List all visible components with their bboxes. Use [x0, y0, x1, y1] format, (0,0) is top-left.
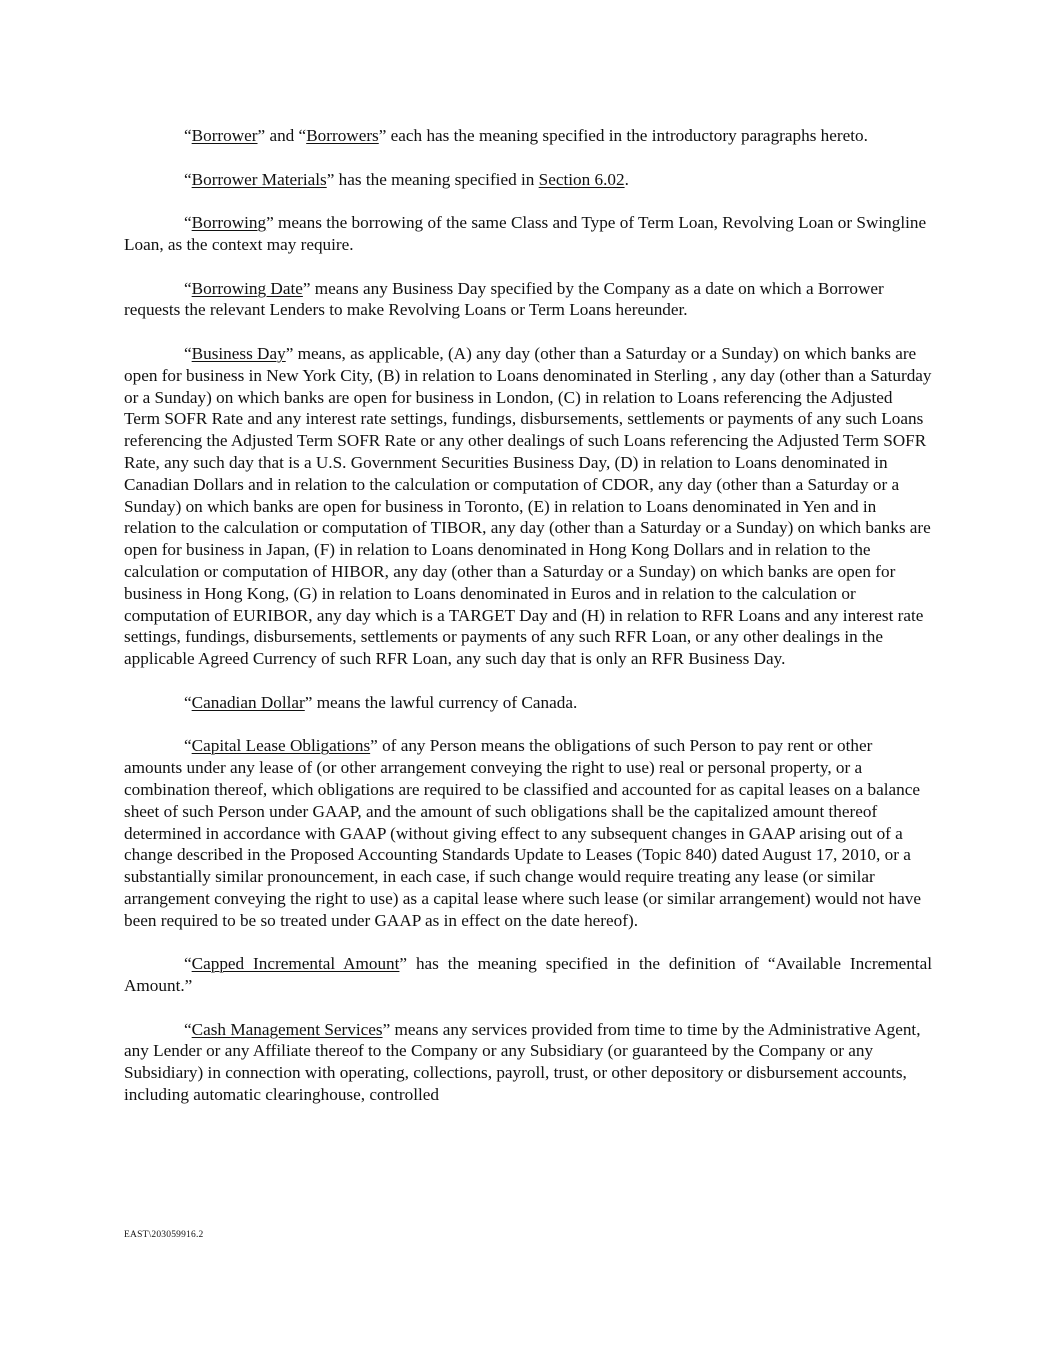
definition-capped-incremental-amount: “Capped Incremental Amount” has the meaning specified in the definition of “Available Incremental Amount.”	[124, 954, 932, 996]
definition-business-day: “Business Day” means, as applicable, (A) any day (other than a Saturday or a Sunday) on which banks are open for business in New York City, (B) in relation to Loans denominated in Sterling , any day (other than a Saturday or a Sunday) on which banks are open for business in London, (C) in relation to Loans referencing the Adjusted Term SOFR Rate and any interest rate settings, fundings, disbursements, settlements or payments of any such Loans referencing the Adjusted Term SOFR Rate or any other dealings of such Loans referencing the Adjusted Term SOFR Rate, any such day that is a U.S. Government Securities Business Day, (D) in relation to Loans denominated in Canadian Dollars and in relation to the calculation or computation of CDOR, any day (other than a Saturday or a Sunday) on which banks are open for business in Toronto, (E) in relation to Loans denominated in Yen and in relation to the calculation or computation of TIBOR, any day (other than a Saturday or a Sunday) on which banks are open for business in Japan, (F) in relation to Loans denominated in Hong Kong Dollars and in relation to the calculation or computation of HIBOR, any day (other than a Saturday or a Sunday) on which banks are open for business in Hong Kong, (G) in relation to Loans denominated in Euros and in relation to the calculation or computation of EURIBOR, any day which is a TARGET Day and (H) in relation to RFR Loans and any interest rate settings, fundings, disbursements, settlements or payments of any such RFR Loan, or any other dealings in the applicable Agreed Currency of such RFR Loan, any such day that is only an RFR Business Day.	[124, 343, 932, 669]
definition-capital-lease-obligations: “Capital Lease Obligations” of any Person means the obligations of such Person to pay rent or other amounts under any lease of (or other arrangement conveying the right to use) real or personal property, or a combination thereof, which obligations are required to be classified and accounted for as capital leases on a balance sheet of such Person under GAAP, and the amount of such obligations shall be the capitalized amount thereof determined in accordance with GAAP (without giving effect to any subsequent changes in GAAP arising out of a change described in the Proposed Accounting Standards Update to Leases (Topic 840) dated August 17, 2010, or a substantially similar pronouncement, in each case, if such change would require treating any lease (or similar arrangement conveying the right to use) as a capital lease where such lease (or similar arrangement) would not have been required to be so treated under GAAP as in effect on the date hereof).	[124, 736, 921, 930]
definition-canadian-dollar: “Canadian Dollar” means the lawful currency of Canada.	[184, 692, 578, 712]
definition-borrowing-date: “Borrowing Date” means any Business Day specified by the Company as a date on which a Borrower requests the relevant Lenders to make Revolving Loans or Term Loans hereunder.	[124, 278, 884, 320]
section-reference: Section 6.02	[538, 169, 625, 189]
defined-term: Borrower Materials	[191, 169, 327, 189]
defined-term: Borrowing Date	[191, 278, 303, 298]
defined-term: Borrower	[191, 126, 258, 145]
defined-term: Capital Lease Obligations	[191, 736, 371, 756]
defined-term: Business Day	[191, 343, 286, 363]
definition-borrower: “Borrower” and “Borrowers” each has the meaning specified in the introductory paragraphs hereto.	[184, 126, 868, 145]
defined-term: Cash Management Services	[191, 1019, 383, 1039]
definition-cash-management-services: “Cash Management Services” means any services provided from time to time by the Administrative Agent, any Lender or any Affiliate thereof to the Company or any Subsidiary (or guaranteed by the Company or any Subsidiary) in connection with operating, collections, payroll, trust, or other depository or disbursement accounts, including automatic clearinghouse, controlled	[124, 1019, 921, 1105]
definitions-body	[124, 125, 932, 1128]
definition-borrower-materials: “Borrower Materials” has the meaning specified in Section 6.02.	[184, 169, 629, 189]
defined-term: Borrowing	[191, 213, 267, 233]
defined-term: Canadian Dollar	[191, 692, 305, 712]
defined-term: Borrowers	[306, 126, 379, 145]
definition-borrowing: “Borrowing” means the borrowing of the same Class and Type of Term Loan, Revolving Loan or Swingline Loan, as the context may require.	[124, 213, 927, 254]
document-id-footer: EAST\203059916.2	[124, 1230, 204, 1240]
defined-term: Capped Incremental Amount	[191, 954, 400, 974]
